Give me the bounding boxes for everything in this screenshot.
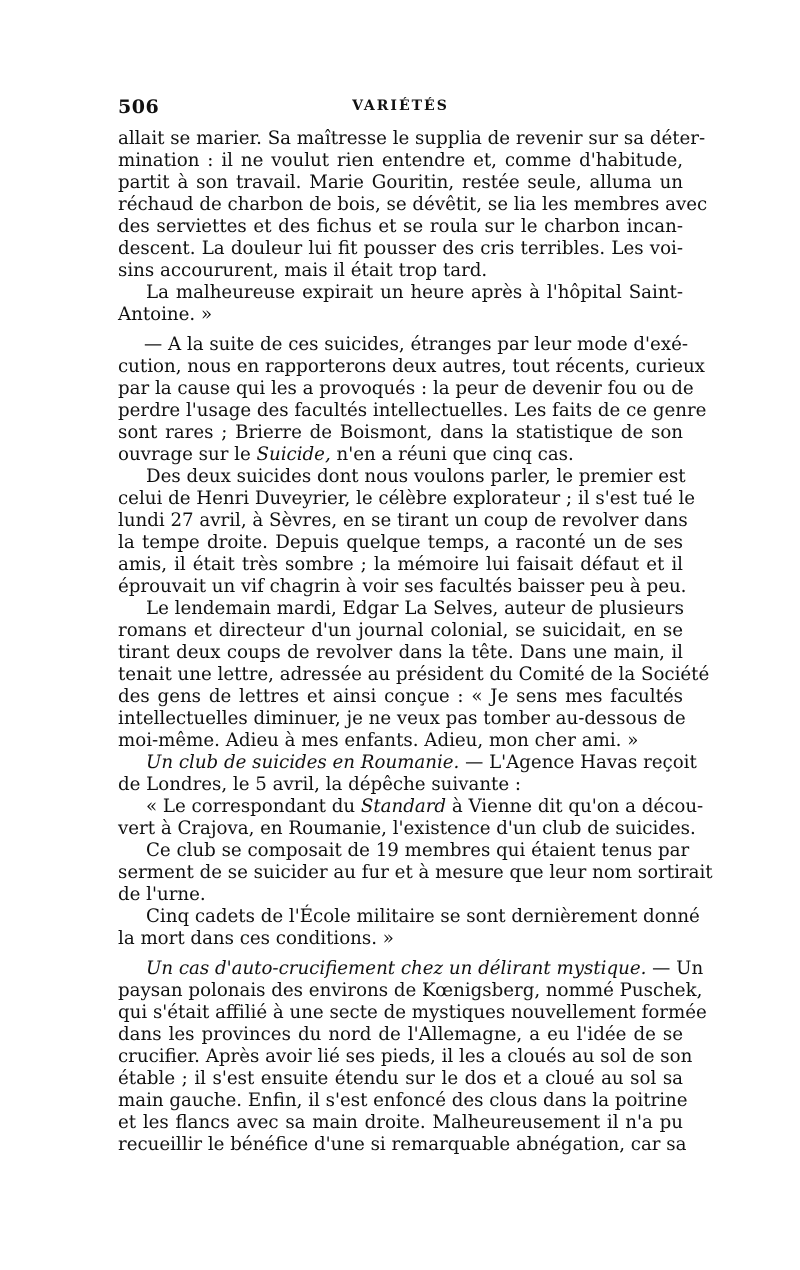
text-line: amis, il était très sombre ; la mémoire lui faisait défaut et il	[118, 554, 683, 575]
text-span: à Vienne dit qu'on a décou-	[446, 796, 704, 817]
text-line: perdre l'usage des facultés intellectuelles. Les faits de ce genre	[118, 400, 707, 421]
text-line: la mort dans ces conditions. »	[118, 928, 394, 949]
text-line: sont rares ; Brierre de Boismont, dans la statistique de son	[118, 422, 683, 443]
text-line: lundi 27 avril, à Sèvres, en se tirant un coup de revolver dans	[118, 510, 688, 531]
text-line: sins accoururent, mais il était trop tard.	[118, 260, 488, 281]
text-line: recueillir le bénéfice d'une si remarquable abnégation, car sa	[118, 1134, 687, 1155]
text-span: n'en a réuni que cinq cas.	[330, 444, 574, 465]
text-span: « Le correspondant du	[146, 796, 361, 817]
text-line: et les flancs avec sa main droite. Malheureusement il n'a pu	[118, 1112, 683, 1133]
text-line	[118, 796, 704, 818]
text-line	[118, 444, 683, 466]
text-line: des serviettes et des fichus et se roula sur le charbon incan-	[118, 216, 683, 237]
text-line: réchaud de charbon de bois, se dévêtit, se lia les membres avec	[118, 194, 708, 215]
text-line	[118, 752, 697, 774]
text-line: partit à son travail. Marie Gouritin, restée seule, alluma un	[118, 172, 683, 193]
text-line: intellectuelles diminuer, je ne veux pas tomber au-dessous de	[118, 708, 686, 729]
paragraph-gap	[118, 950, 683, 958]
text-line: Cinq cadets de l'École militaire se sont dernièrement donné	[146, 906, 700, 927]
text-line: moi-même. Adieu à mes enfants. Adieu, mon cher ami. »	[118, 730, 639, 751]
italic-title: Standard	[360, 796, 447, 817]
text-line: allait se marier. Sa maîtresse le supplia de revenir sur sa déter-	[118, 128, 706, 149]
text-line: paysan polonais des environs de Kœnigsberg, nommé Puschek,	[118, 980, 703, 1001]
text-line: cution, nous en rapporterons deux autres, tout récents, curieux	[118, 356, 705, 377]
text-line: de l'urne.	[118, 884, 206, 905]
running-head: VARIÉTÉS	[352, 98, 449, 114]
text-line: la tempe droite. Depuis quelque temps, a raconté un de ses	[118, 532, 683, 553]
text-span: — L'Agence Havas reçoit	[459, 752, 697, 773]
text-line: La malheureuse expirait un heure après à l'hôpital Saint-	[146, 282, 683, 303]
text-line: crucifier. Après avoir lié ses pieds, il les a cloués au sol de son	[118, 1046, 693, 1067]
text-line: mination : il ne voulut rien entendre et, comme d'habitude,	[118, 150, 683, 171]
text-line: qui s'était affilié à une secte de mystiques nouvellement formée	[118, 1002, 707, 1023]
text-line: étable ; il s'est ensuite étendu sur le dos et a cloué au sol sa	[118, 1068, 683, 1089]
text-span: — Un	[646, 958, 704, 979]
text-line: Ce club se composait de 19 membres qui étaient tenus par	[146, 840, 690, 861]
text-line: des gens de lettres et ainsi conçue : « Je sens mes facultés	[118, 686, 683, 707]
section-title: Un club de suicides en Roumanie.	[146, 752, 460, 773]
text-line: celui de Henri Duveyrier, le célèbre explorateur ; il s'est tué le	[118, 488, 696, 509]
text-line: tenait une lettre, adressée au président du Comité de la Société	[118, 664, 710, 685]
paragraph-gap	[118, 326, 683, 334]
text-line: Antoine. »	[118, 304, 213, 325]
text-line: éprouvait un vif chagrin à voir ses facultés baisser peu à peu.	[118, 576, 687, 597]
text-line: vert à Crajova, en Roumanie, l'existence d'un club de suicides.	[118, 818, 696, 839]
text-line: serment de se suicider au fur et à mesure que leur nom sortirait	[118, 862, 713, 883]
page-header	[118, 96, 683, 122]
text-line	[118, 958, 704, 980]
italic-title: Suicide,	[256, 444, 331, 465]
text-line: romans et directeur d'un journal colonial, se suicidait, en se	[118, 620, 683, 641]
body-text	[118, 128, 713, 1156]
text-line: dans les provinces du nord de l'Allemagne, a eu l'idée de se	[118, 1024, 683, 1045]
text-line: par la cause qui les a provoqués : la peur de devenir fou ou de	[118, 378, 694, 399]
section-title: Un cas d'auto-crucifiement chez un délirant mystique.	[146, 958, 647, 979]
text-line: — A la suite de ces suicides, étranges par leur mode d'exé-	[144, 334, 688, 355]
text-line: de Londres, le 5 avril, la dépêche suivante :	[118, 774, 522, 795]
text-line: descent. La douleur lui fit pousser des cris terribles. Les voi-	[118, 238, 683, 259]
text-line: Le lendemain mardi, Edgar La Selves, auteur de plusieurs	[146, 598, 684, 619]
text-line: main gauche. Enfin, il s'est enfoncé des clous dans la poitrine	[118, 1090, 688, 1111]
text-line: tirant deux coups de revolver dans la tête. Dans une main, il	[118, 642, 683, 663]
text-span: ouvrage sur le	[118, 444, 257, 465]
page-number: 506	[118, 96, 160, 118]
text-line: Des deux suicides dont nous voulons parler, le premier est	[146, 466, 686, 487]
